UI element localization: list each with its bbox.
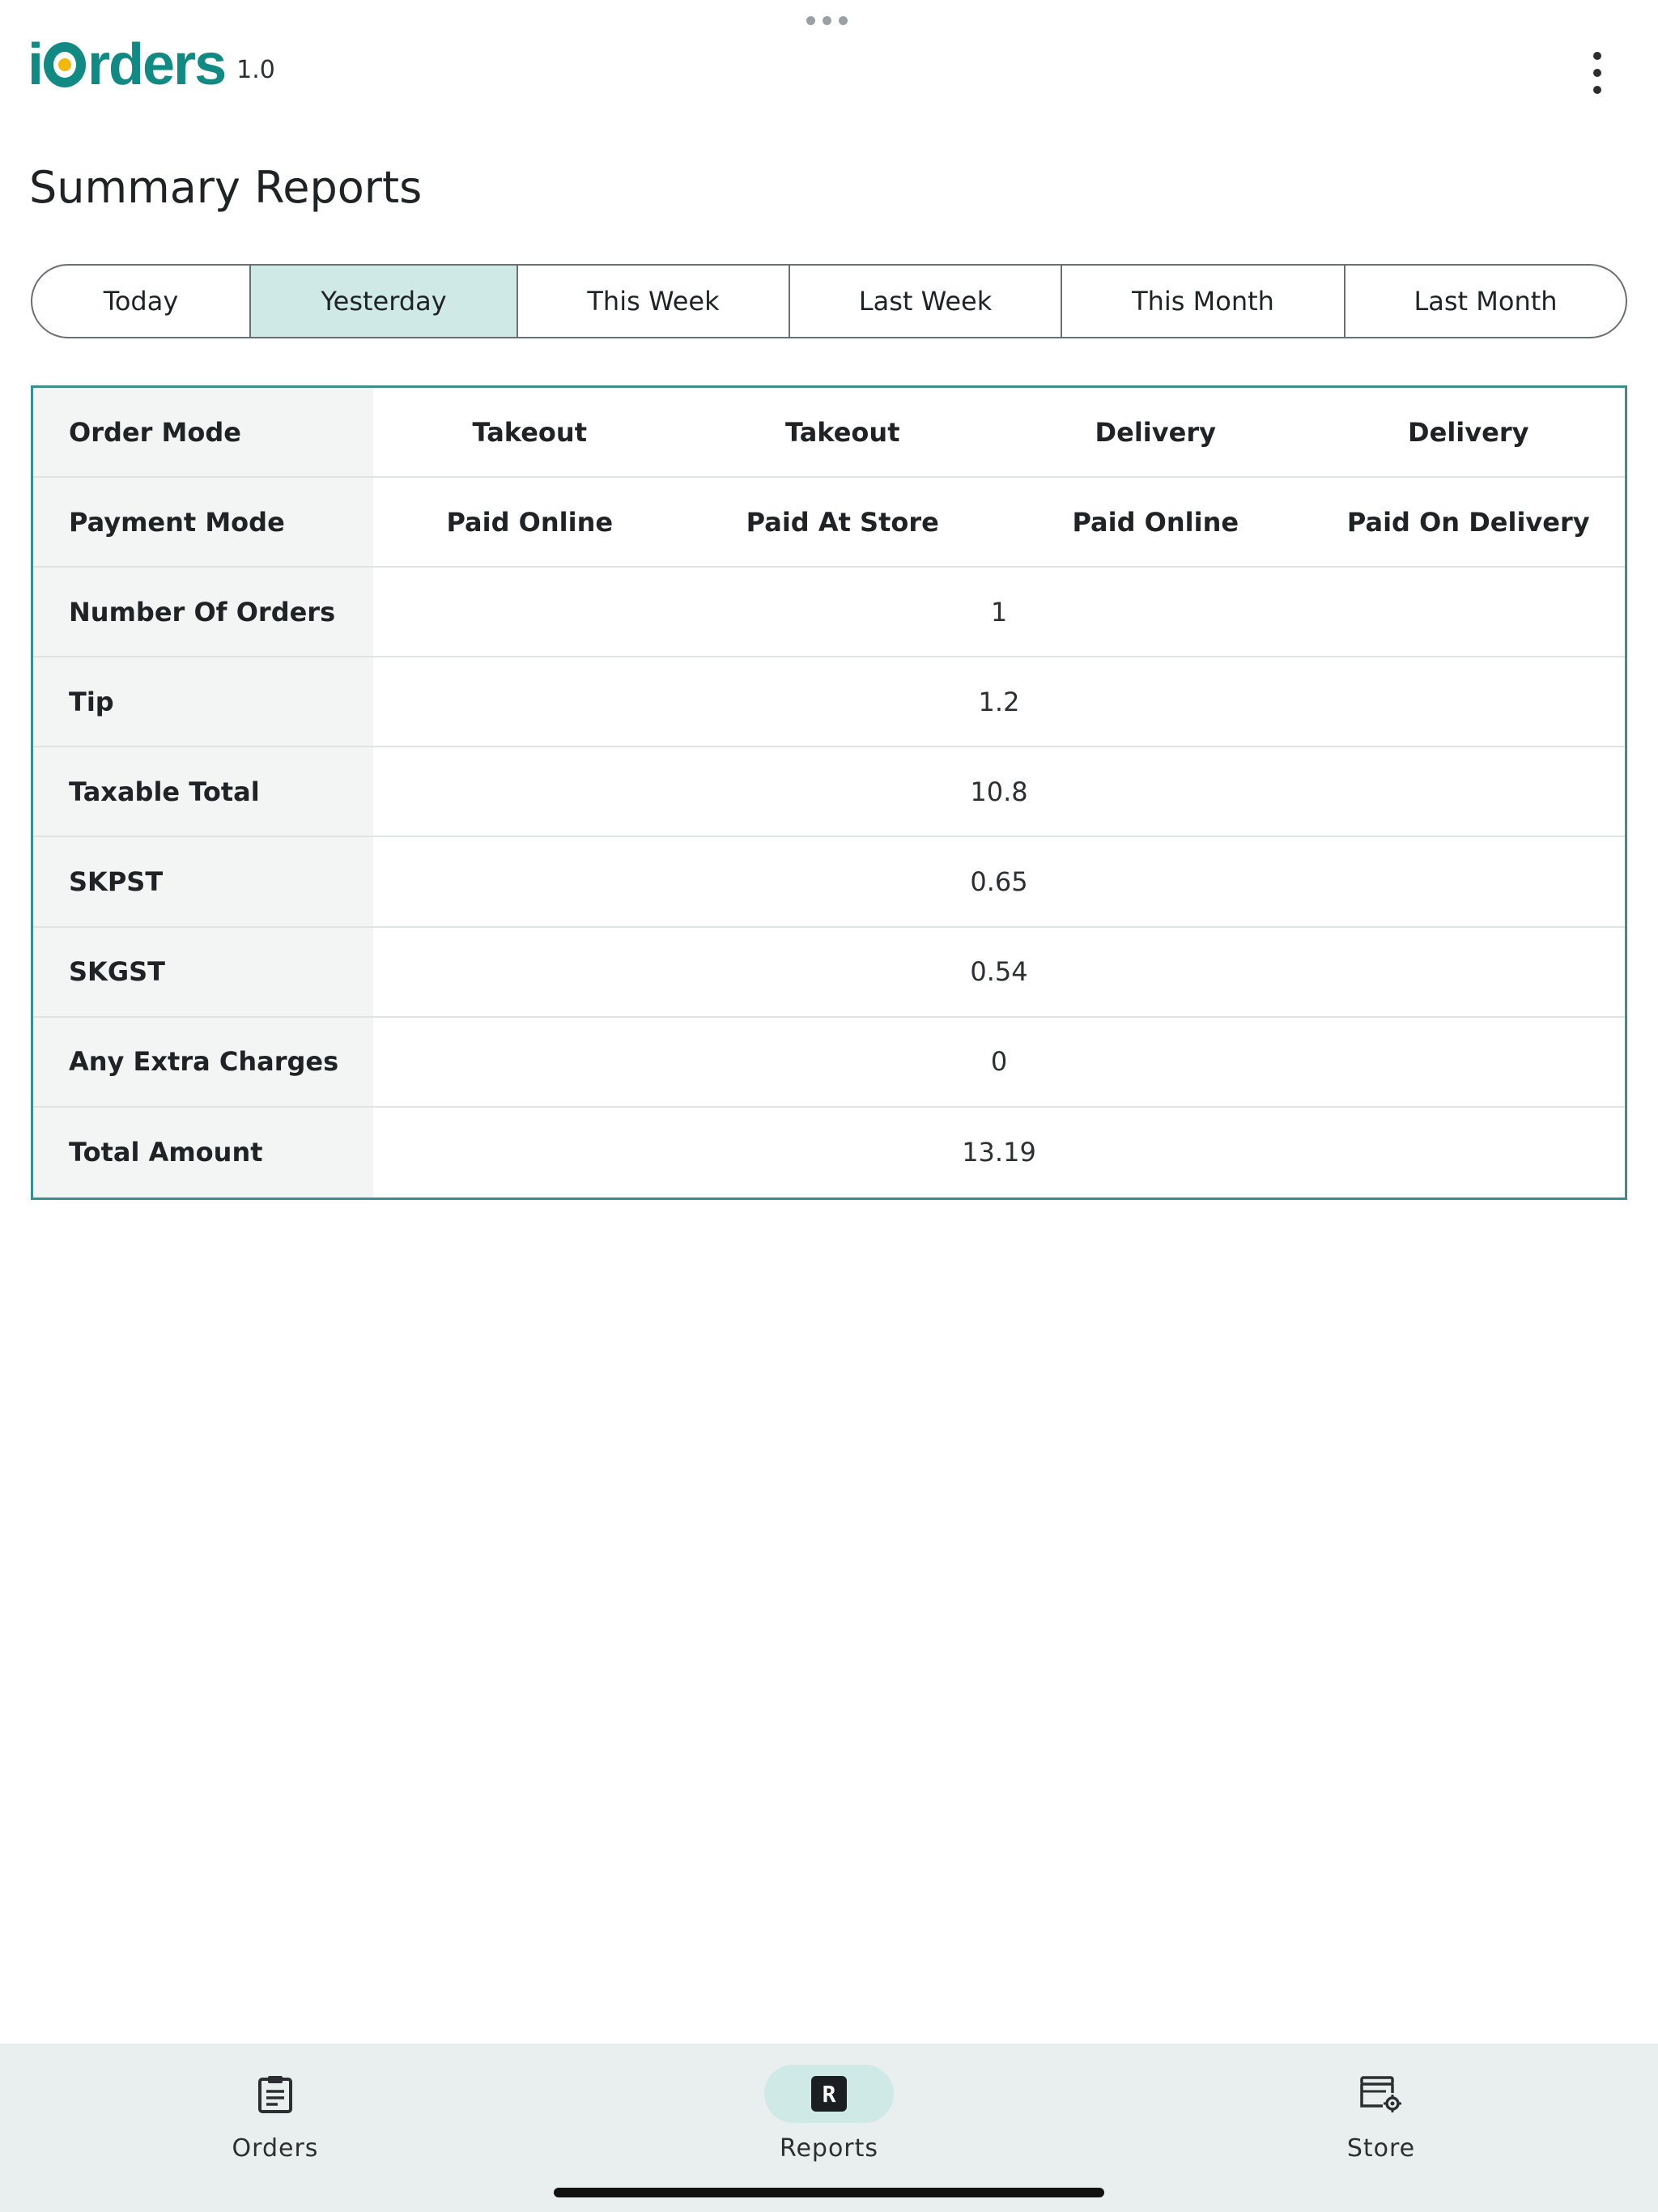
table-row — [33, 747, 1625, 837]
store-settings-icon — [1316, 2065, 1446, 2123]
metric-value: 0 — [990, 1046, 1008, 1078]
row-label: Any Extra Charges — [33, 1018, 373, 1106]
logo-prefix: i — [28, 32, 43, 97]
metric-value: 1 — [990, 596, 1008, 627]
row-label: Order Mode — [33, 388, 373, 476]
metric-value: 1.2 — [978, 686, 1020, 717]
table-row — [33, 1018, 1625, 1108]
nav-store[interactable] — [1276, 2065, 1486, 2163]
order-mode-cell: Takeout — [785, 416, 900, 448]
table-row — [33, 1108, 1625, 1197]
metric-value: 0.65 — [970, 866, 1028, 898]
bottom-navigation — [0, 2044, 1658, 2212]
metric-value: 10.8 — [970, 776, 1028, 807]
tab-last-month[interactable]: Last Month — [1414, 286, 1558, 317]
date-range-tabs — [31, 264, 1627, 338]
payment-mode-cell: Paid On Delivery — [1346, 506, 1590, 538]
table-row-order-mode — [33, 388, 1625, 478]
row-label: SKPST — [33, 837, 373, 925]
app-logo — [28, 32, 226, 97]
home-indicator[interactable] — [554, 2188, 1104, 2197]
app-version: 1.0 — [236, 56, 275, 84]
clipboard-icon — [210, 2065, 340, 2123]
metric-value: 13.19 — [962, 1137, 1036, 1168]
nav-label: Store — [1346, 2134, 1416, 2163]
payment-mode-cell: Paid Online — [1072, 506, 1239, 538]
multitasking-dots[interactable] — [806, 16, 848, 25]
logo-o-icon — [44, 42, 86, 87]
tab-last-week[interactable]: Last Week — [790, 266, 1062, 337]
table-row — [33, 568, 1625, 657]
logo-suffix: rders — [87, 32, 226, 97]
summary-report-table — [31, 385, 1627, 1200]
reports-nav-pill — [764, 2065, 894, 2123]
more-options-icon[interactable] — [1585, 52, 1609, 94]
row-label: Taxable Total — [33, 747, 373, 836]
nav-label: Orders — [232, 2134, 319, 2163]
table-row — [33, 837, 1625, 927]
payment-mode-cell: Paid At Store — [746, 506, 939, 538]
tab-this-month[interactable]: This Month — [1062, 266, 1346, 337]
tab-today[interactable]: Today — [32, 266, 251, 337]
tab-this-week[interactable]: This Week — [518, 266, 790, 337]
nav-reports[interactable] — [724, 2065, 934, 2163]
row-label: Total Amount — [33, 1108, 373, 1197]
metric-value: 0.54 — [970, 956, 1028, 988]
page-title: Summary Reports — [29, 162, 423, 213]
table-row — [33, 657, 1625, 747]
nav-orders[interactable] — [170, 2065, 380, 2163]
order-mode-cell: Delivery — [1408, 416, 1529, 448]
nav-label: Reports — [779, 2134, 879, 2163]
reports-r-icon: R — [811, 2076, 847, 2112]
table-row — [33, 928, 1625, 1018]
row-label: SKGST — [33, 928, 373, 1016]
row-label: Tip — [33, 657, 373, 746]
row-label: Payment Mode — [33, 478, 373, 566]
order-mode-cell: Delivery — [1095, 416, 1216, 448]
tab-yesterday[interactable]: Yesterday — [251, 266, 518, 337]
app-header — [28, 32, 275, 97]
row-label: Number Of Orders — [33, 568, 373, 656]
payment-mode-cell: Paid Online — [446, 506, 614, 538]
table-row-payment-mode — [33, 478, 1625, 568]
order-mode-cell: Takeout — [472, 416, 587, 448]
